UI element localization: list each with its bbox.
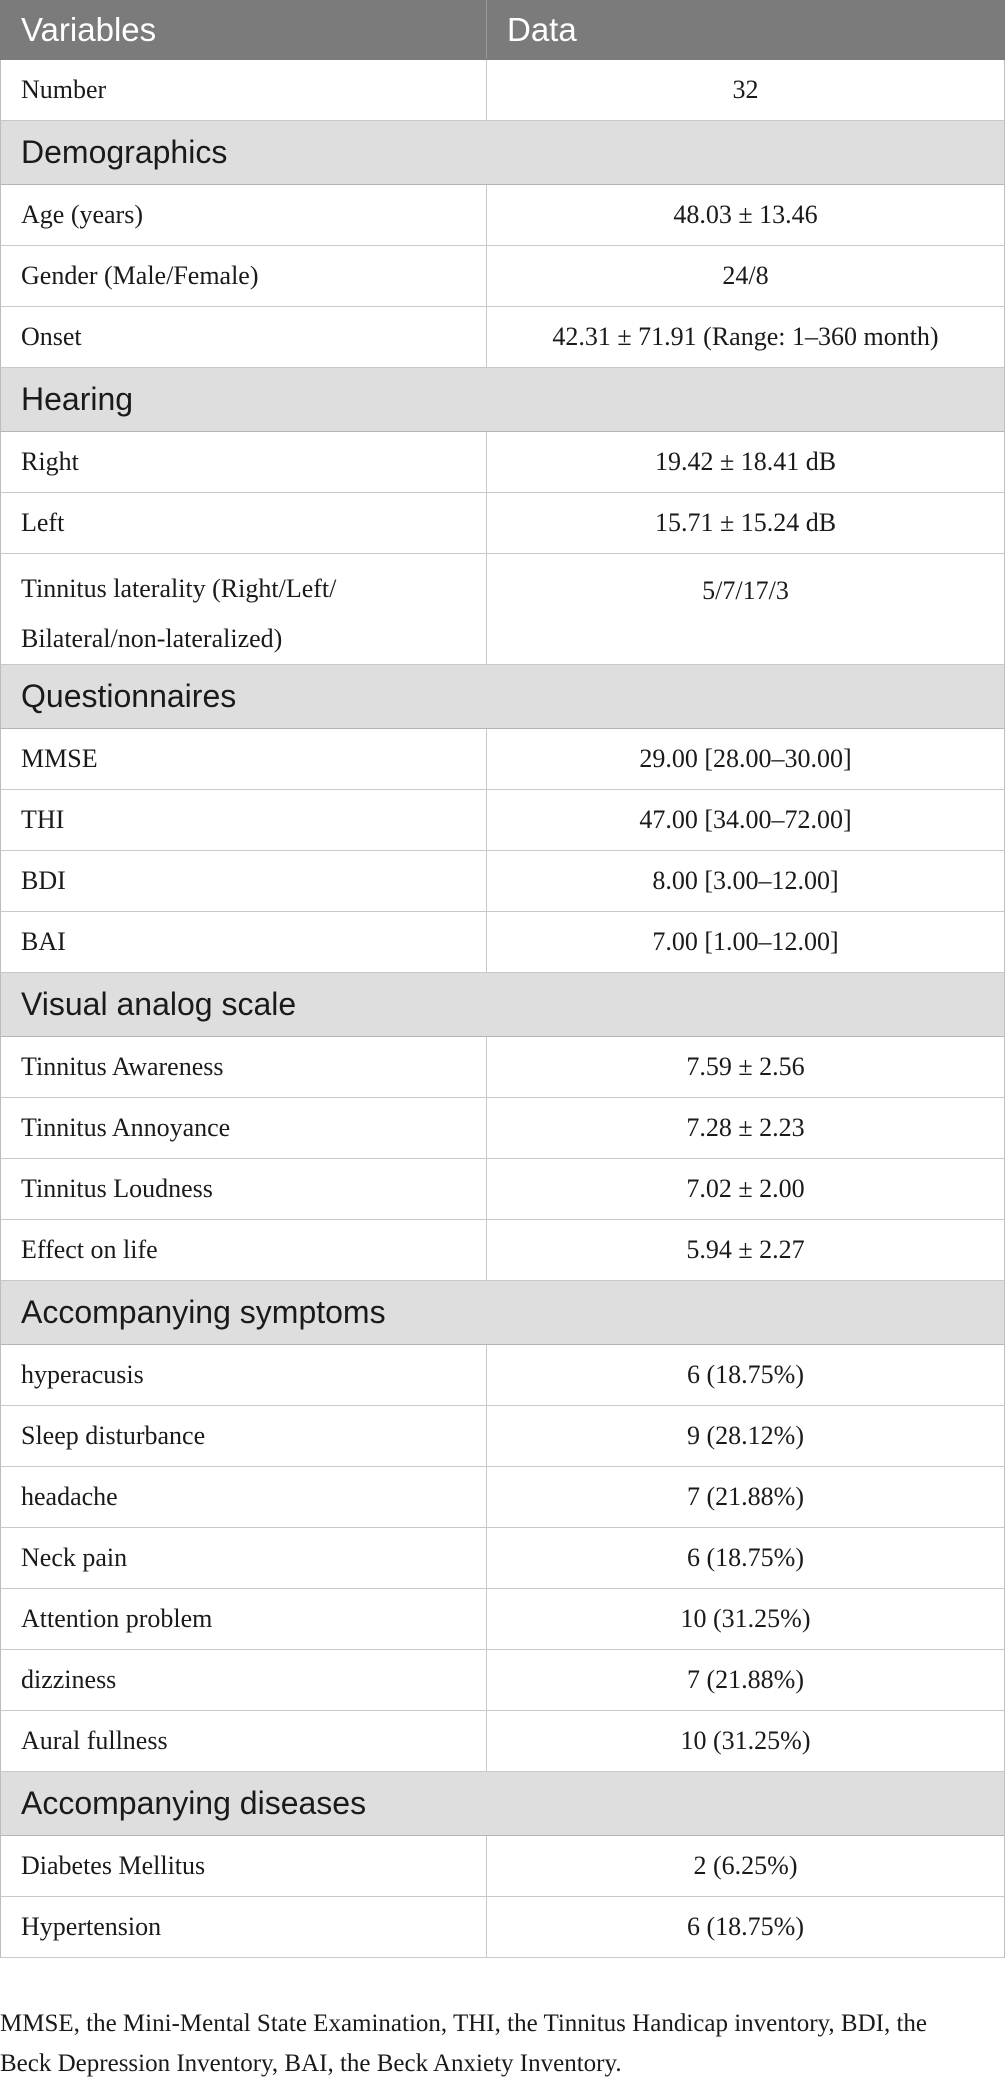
variable-cell: Right <box>1 432 487 492</box>
table-row <box>0 1159 1005 1220</box>
value-cell: 5.94 ± 2.27 <box>686 1235 805 1264</box>
variable-cell: Tinnitus Awareness <box>1 1037 487 1097</box>
value-cell: 10 (31.25%) <box>680 1604 811 1633</box>
section-header-row <box>0 121 1005 185</box>
table-row <box>0 307 1005 368</box>
value-cell: 48.03 ± 13.46 <box>673 200 818 229</box>
table-row <box>0 554 1005 665</box>
value-cell: 15.71 ± 15.24 dB <box>654 508 837 537</box>
table-row <box>0 1897 1005 1958</box>
table-footnote <box>0 2004 1005 2084</box>
header-variables: Variables <box>1 0 487 59</box>
value-cell: 7.28 ± 2.23 <box>686 1113 805 1142</box>
section-title: Demographics <box>21 134 228 170</box>
section-title: Visual analog scale <box>21 986 297 1022</box>
value-cell: 24/8 <box>722 261 769 290</box>
table-row <box>0 432 1005 493</box>
table-row <box>0 1037 1005 1098</box>
variable-cell: dizziness <box>1 1650 487 1710</box>
section-title: Questionnaires <box>21 678 237 714</box>
section-header-row <box>0 1281 1005 1345</box>
value-cell: 7.59 ± 2.56 <box>686 1052 805 1081</box>
variable-cell: Left <box>1 493 487 553</box>
table-body <box>0 60 1005 1958</box>
value-cell: 9 (28.12%) <box>687 1421 804 1450</box>
variable-cell: hyperacusis <box>1 1345 487 1405</box>
table-row <box>0 493 1005 554</box>
value-cell: 7 (21.88%) <box>687 1482 804 1511</box>
value-cell: 5/7/17/3 <box>702 576 789 605</box>
footnote-line-1: MMSE, the Mini-Mental State Examination, THI, the Tinnitus Handicap inventory, BDI, the <box>0 2010 927 2037</box>
table-row <box>0 1650 1005 1711</box>
table-row <box>0 1098 1005 1159</box>
variable-cell: Diabetes Mellitus <box>1 1836 487 1896</box>
variable-cell: Aural fullness <box>1 1711 487 1771</box>
value-cell: 29.00 [28.00–30.00] <box>639 744 852 773</box>
table-row <box>0 1528 1005 1589</box>
table-row <box>0 185 1005 246</box>
variable-cell: Gender (Male/Female) <box>1 246 487 306</box>
variable-cell: Onset <box>1 307 487 367</box>
variable-cell: BAI <box>1 912 487 972</box>
value-cell: 7.02 ± 2.00 <box>686 1174 805 1203</box>
section-header-row <box>0 973 1005 1037</box>
variable-cell: Attention problem <box>1 1589 487 1649</box>
variable-label-line: Bilateral/non-lateralized) <box>21 624 283 653</box>
variable-label-line: Tinnitus laterality (Right/Left/ <box>21 574 337 603</box>
table-row <box>0 246 1005 307</box>
table-row <box>0 912 1005 973</box>
variable-cell: Hypertension <box>1 1897 487 1957</box>
value-cell: 7.00 [1.00–12.00] <box>652 927 839 956</box>
variable-cell: Neck pain <box>1 1528 487 1588</box>
section-title: Accompanying symptoms <box>21 1294 386 1330</box>
section-title: Accompanying diseases <box>21 1785 367 1821</box>
table-row <box>0 1220 1005 1281</box>
table-row <box>0 1406 1005 1467</box>
table-row <box>0 1711 1005 1772</box>
value-cell: 8.00 [3.00–12.00] <box>652 866 839 895</box>
variable-cell: Effect on life <box>1 1220 487 1280</box>
table-row <box>0 1589 1005 1650</box>
value-cell: 19.42 ± 18.41 dB <box>654 447 837 476</box>
variable-cell: BDI <box>1 851 487 911</box>
variable-cell: THI <box>1 790 487 850</box>
section-header-row <box>0 1772 1005 1836</box>
table-row <box>0 1836 1005 1897</box>
table-row <box>0 60 1005 121</box>
value-cell: 6 (18.75%) <box>687 1543 804 1572</box>
table-row <box>0 1345 1005 1406</box>
table-header-row <box>0 0 1005 60</box>
table-row <box>0 851 1005 912</box>
table-row <box>0 790 1005 851</box>
variable-cell: Tinnitus Annoyance <box>1 1098 487 1158</box>
variable-cell <box>1 554 487 664</box>
variable-cell: Sleep disturbance <box>1 1406 487 1466</box>
value-cell: 47.00 [34.00–72.00] <box>639 805 852 834</box>
value-cell: 6 (18.75%) <box>687 1912 804 1941</box>
variable-cell: Age (years) <box>1 185 487 245</box>
value-cell: 42.31 ± 71.91 (Range: 1–360 month) <box>552 322 939 351</box>
value-cell: 2 (6.25%) <box>693 1851 798 1880</box>
value-cell: 10 (31.25%) <box>680 1726 811 1755</box>
header-data: Data <box>507 10 577 48</box>
section-title: Hearing <box>21 381 134 417</box>
value-cell: 7 (21.88%) <box>687 1665 804 1694</box>
variable-cell: Number <box>1 60 487 120</box>
variable-cell: headache <box>1 1467 487 1527</box>
table-row <box>0 729 1005 790</box>
value-cell: 32 <box>732 75 759 104</box>
footnote-line-2: Beck Depression Inventory, BAI, the Beck Anxiety Inventory. <box>0 2050 622 2077</box>
value-cell: 6 (18.75%) <box>687 1360 804 1389</box>
table-row <box>0 1467 1005 1528</box>
variable-cell: MMSE <box>1 729 487 789</box>
section-header-row <box>0 665 1005 729</box>
variable-cell: Tinnitus Loudness <box>1 1159 487 1219</box>
section-header-row <box>0 368 1005 432</box>
